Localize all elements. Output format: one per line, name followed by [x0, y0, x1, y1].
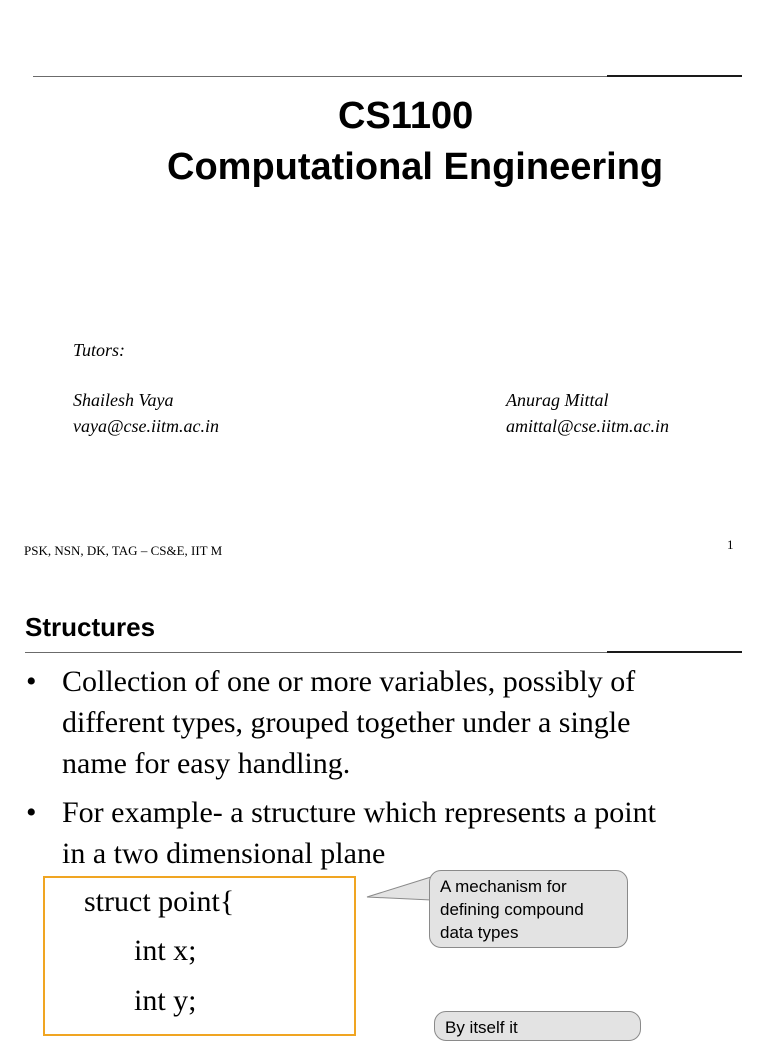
bullet-line: Collection of one or more variables, possibly of [62, 665, 636, 698]
footer-credits: PSK, NSN, DK, TAG – CS&E, IIT M [24, 543, 223, 558]
bullet-marker: • [26, 665, 37, 698]
callout-line: By itself it [445, 1018, 518, 1037]
heading-rule-accent [607, 651, 742, 653]
callout-line: A mechanism for [440, 877, 567, 896]
bullet-line: in a two dimensional plane [62, 837, 386, 870]
callout-line: defining compound [440, 900, 584, 919]
callout-line: data types [440, 923, 519, 942]
bullet-line: different types, grouped together under a single [62, 706, 631, 739]
bullet-line: name for easy handling. [62, 747, 351, 780]
slide-heading: Structures [25, 612, 156, 642]
tutor-email: amittal@cse.iitm.ac.in [506, 416, 670, 436]
tutor-name: Anurag Mittal [506, 390, 609, 410]
callout-bubble [434, 1011, 641, 1041]
tutor-email: vaya@cse.iitm.ac.in [73, 416, 220, 436]
bullet-item [26, 792, 742, 876]
top-rule-accent [607, 75, 742, 77]
tutors-label: Tutors: [73, 340, 126, 360]
code-line: int y; [134, 984, 197, 1017]
code-line: int x; [134, 934, 197, 967]
course-name: Computational Engineering [167, 146, 664, 188]
page-number: 1 [727, 537, 734, 552]
tutor-name: Shailesh Vaya [73, 390, 174, 410]
course-code: CS1100 [338, 95, 474, 137]
code-line: struct point{ [84, 885, 235, 918]
callout-bubble [429, 870, 628, 948]
callout-pointer [364, 872, 434, 912]
bullet-line: For example- a structure which represents a point [62, 796, 656, 829]
bullet-marker: • [26, 796, 37, 829]
bullet-item [26, 661, 742, 786]
